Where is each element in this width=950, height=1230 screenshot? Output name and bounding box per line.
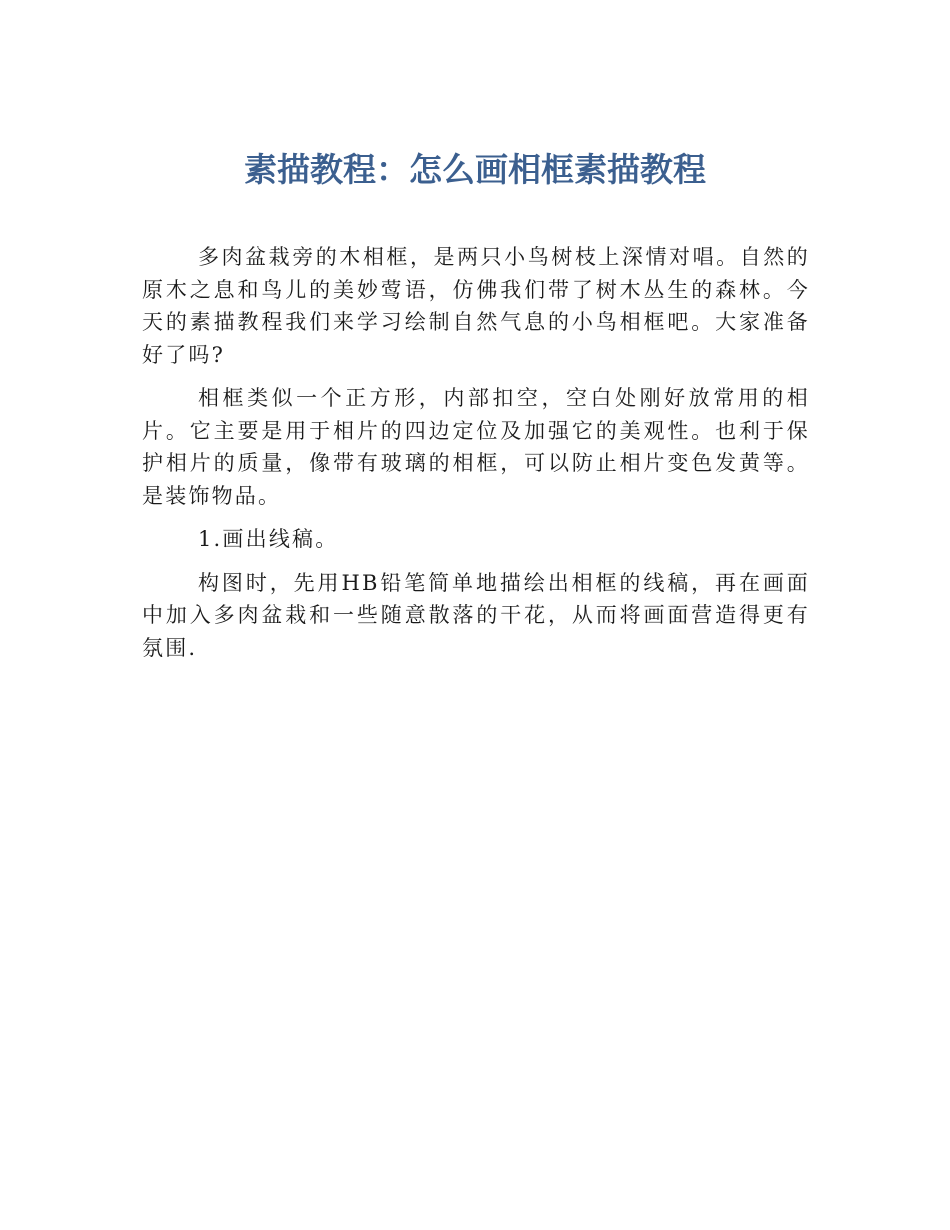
paragraph-step-heading: 1.画出线稿。 bbox=[198, 527, 339, 551]
document-title: 素描教程：怎么画相框素描教程 bbox=[244, 150, 706, 189]
paragraph-frame-description: 相框类似一个正方形，内部扣空，空白处刚好放常用的相片。它主要是用于相片的四边定位及加强它的美观性。也利于保护相片的质量，像带有玻璃的相框，可以防止相片变色发黄等。是装饰物品。 bbox=[142, 386, 810, 508]
paragraph-step-detail: 构图时，先用HB铅笔简单地描绘出相框的线稿，再在画面中加入多肉盆栽和一些随意散落的干花，从而将画面营造得更有氛围. bbox=[142, 570, 810, 660]
paragraph-intro: 多肉盆栽旁的木相框，是两只小鸟树枝上深情对唱。自然的原木之息和鸟儿的美妙莺语，仿佛我们带了树木丛生的森林。今天的素描教程我们来学习绘制自然气息的小鸟相框吧。大家准备好了吗? bbox=[142, 245, 810, 367]
document-body bbox=[142, 241, 810, 675]
